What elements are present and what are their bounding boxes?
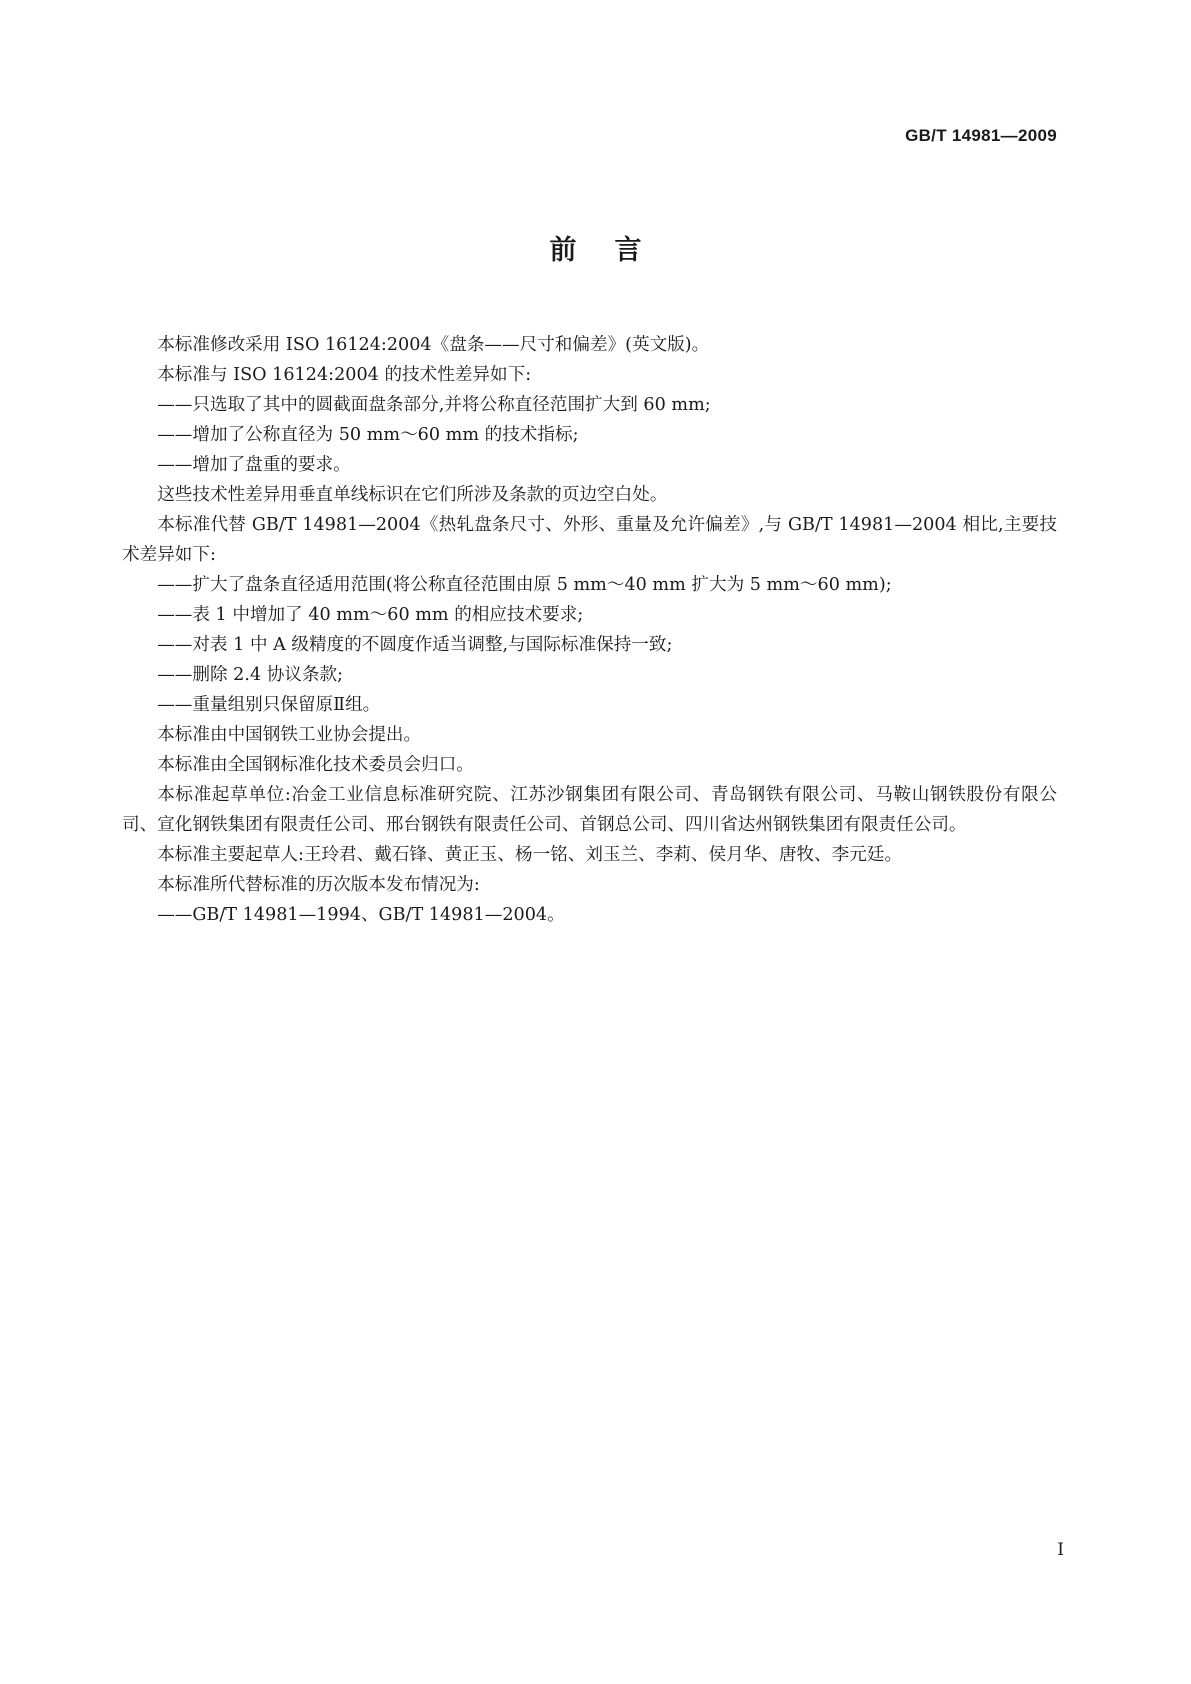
list-item: ——对表 1 中 A 级精度的不圆度作适当调整,与国际标准保持一致; <box>157 635 673 655</box>
paragraph: 本标准所代替标准的历次版本发布情况为: <box>157 875 480 895</box>
paragraph: 本标准由中国钢铁工业协会提出。 <box>157 725 422 745</box>
paragraph: 本标准与 ISO 16124:2004 的技术性差异如下: <box>157 365 532 385</box>
list-item: ——GB/T 14981—1994、GB/T 14981—2004。 <box>157 905 565 925</box>
paragraph: 本标准修改采用 ISO 16124:2004《盘条——尺寸和偏差》(英文版)。 <box>157 335 710 355</box>
list-item: ——只选取了其中的圆截面盘条部分,并将公称直径范围扩大到 60 mm; <box>157 395 711 415</box>
foreword-body <box>122 330 1057 930</box>
paragraph: 本标准代替 GB/T 14981—2004《热轧盘条尺寸、外形、重量及允许偏差》,与 GB/T 14981—2004 相比,主要技术差异如下: <box>122 515 1057 565</box>
paragraph: 本标准起草单位:冶金工业信息标准研究院、江苏沙钢集团有限公司、青岛钢铁有限公司、马鞍山钢铁股份有限公司、宣化钢铁集团有限责任公司、邢台钢铁有限责任公司、首钢总公司、四川省达州钢铁集团有限责任公司。 <box>122 785 1057 835</box>
page-title: 前言 <box>549 235 680 266</box>
list-item: ——表 1 中增加了 40 mm～60 mm 的相应技术要求; <box>157 605 584 625</box>
list-item: ——扩大了盘条直径适用范围(将公称直径范围由原 5 mm～40 mm 扩大为 5 mm～60 mm); <box>157 575 892 595</box>
list-item: ——增加了公称直径为 50 mm～60 mm 的技术指标; <box>157 425 579 445</box>
paragraph: 这些技术性差异用垂直单线标识在它们所涉及条款的页边空白处。 <box>157 485 668 505</box>
list-item: ——重量组别只保留原Ⅱ组。 <box>157 695 381 715</box>
paragraph: 本标准由全国钢标准化技术委员会归口。 <box>157 755 474 775</box>
list-item: ——删除 2.4 协议条款; <box>157 665 344 685</box>
standard-number: GB/T 14981—2009 <box>905 126 1057 145</box>
list-item: ——增加了盘重的要求。 <box>157 455 351 475</box>
page-number: I <box>1057 1540 1064 1560</box>
paragraph: 本标准主要起草人:王玲君、戴石锋、黄正玉、杨一铭、刘玉兰、李莉、侯月华、唐牧、李元廷。 <box>157 845 903 865</box>
